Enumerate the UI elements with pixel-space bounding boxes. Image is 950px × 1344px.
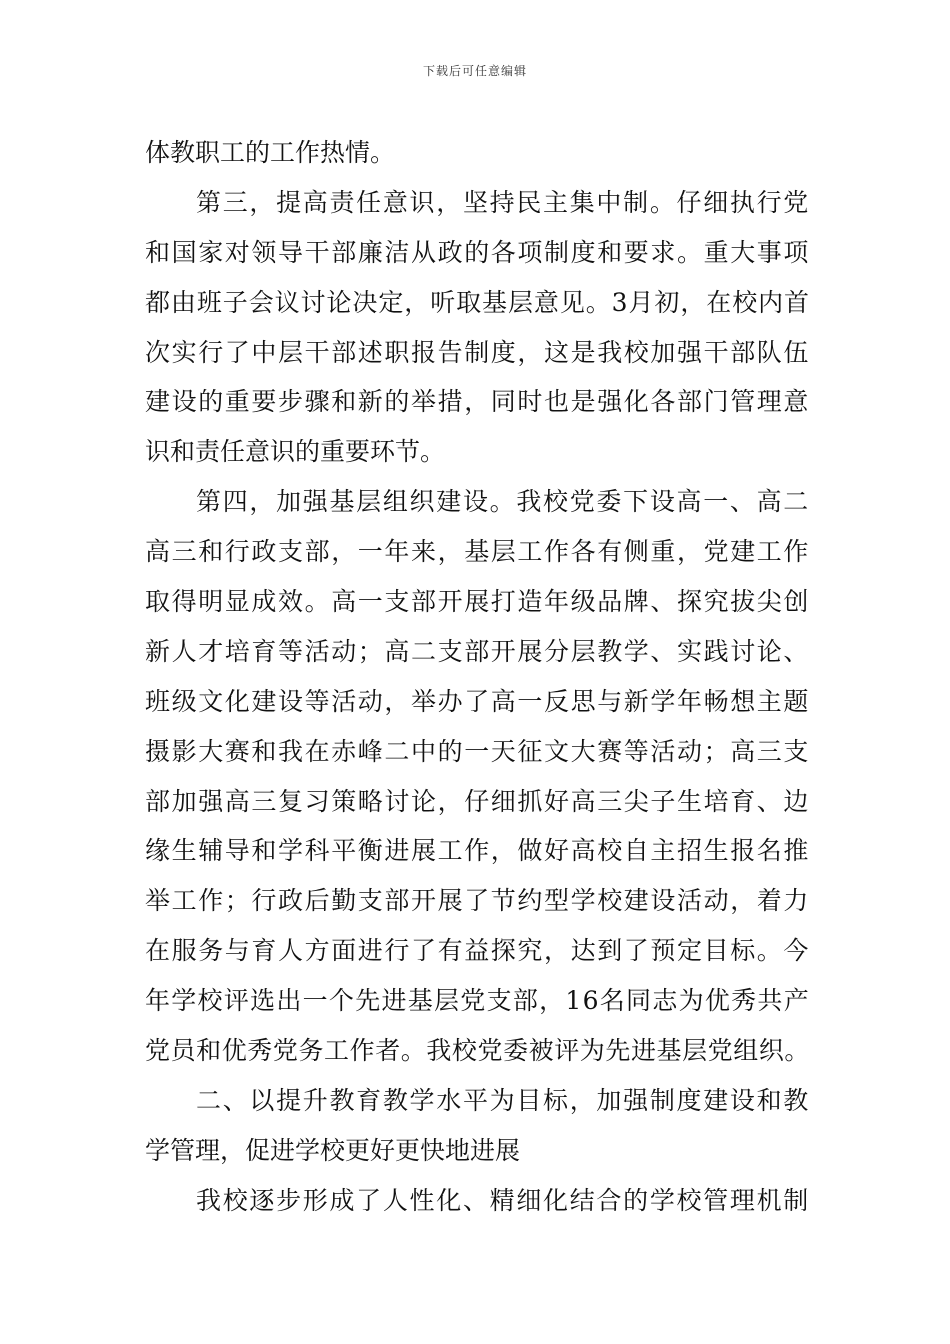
text-line: 党员和优秀党务工作者。我校党委被评为先进基层党组织。 — [145, 1036, 810, 1066]
text-line: 我校逐步形成了人性化、精细化结合的学校管理机制 — [196, 1185, 810, 1215]
text-line: 体教职工的工作热情。 — [145, 138, 396, 167]
text-line: 摄影大赛和我在赤峰二中的一天征文大赛等活动；高三支 — [145, 736, 810, 766]
text-line: 学管理，促进学校更好更快地进展 — [145, 1135, 521, 1165]
text-line: 班级文化建设等活动，举办了高一反思与新学年畅想主题 — [145, 686, 810, 716]
text-line: 部加强高三复习策略讨论，仔细抓好高三尖子生培育、边 — [145, 786, 810, 816]
page-header: 下载后可任意编辑 — [422, 64, 527, 78]
text-line: 都由班子会议讨论决定，听取基层意见。3月初，在校内首 — [145, 287, 810, 317]
text-line: 和国家对领导干部廉洁从政的各项制度和要求。重大事项 — [145, 237, 810, 267]
text-line: 第三，提高责任意识，坚持民主集中制。仔细执行党 — [196, 187, 810, 217]
text-line: 新人才培育等活动；高二支部开展分层教学、实践讨论、 — [145, 636, 810, 666]
text-line: 高三和行政支部，一年来，基层工作各有侧重，党建工作 — [145, 537, 810, 567]
text-line: 建设的重要步骤和新的举措，同时也是强化各部门管理意 — [145, 387, 810, 417]
text-line: 第四，加强基层组织建设。我校党委下设高一、高二 — [196, 487, 810, 517]
document-body — [145, 128, 810, 1226]
text-line: 年学校评选出一个先进基层党支部，16名同志为优秀共产 — [145, 986, 810, 1016]
text-line: 识和责任意识的重要环节。 — [145, 437, 446, 467]
text-line: 举工作；行政后勤支部开展了节约型学校建设活动，着力 — [145, 886, 810, 916]
text-line: 次实行了中层干部述职报告制度，这是我校加强干部队伍 — [145, 337, 810, 367]
text-line: 在服务与育人方面进行了有益探究，达到了预定目标。今 — [145, 936, 810, 966]
text-line: 二、以提升教育教学水平为目标，加强制度建设和教 — [196, 1085, 810, 1115]
text-line: 取得明显成效。高一支部开展打造年级品牌、探究拔尖创 — [145, 587, 810, 617]
text-line: 缘生辅导和学科平衡进展工作，做好高校自主招生报名推 — [145, 836, 810, 866]
